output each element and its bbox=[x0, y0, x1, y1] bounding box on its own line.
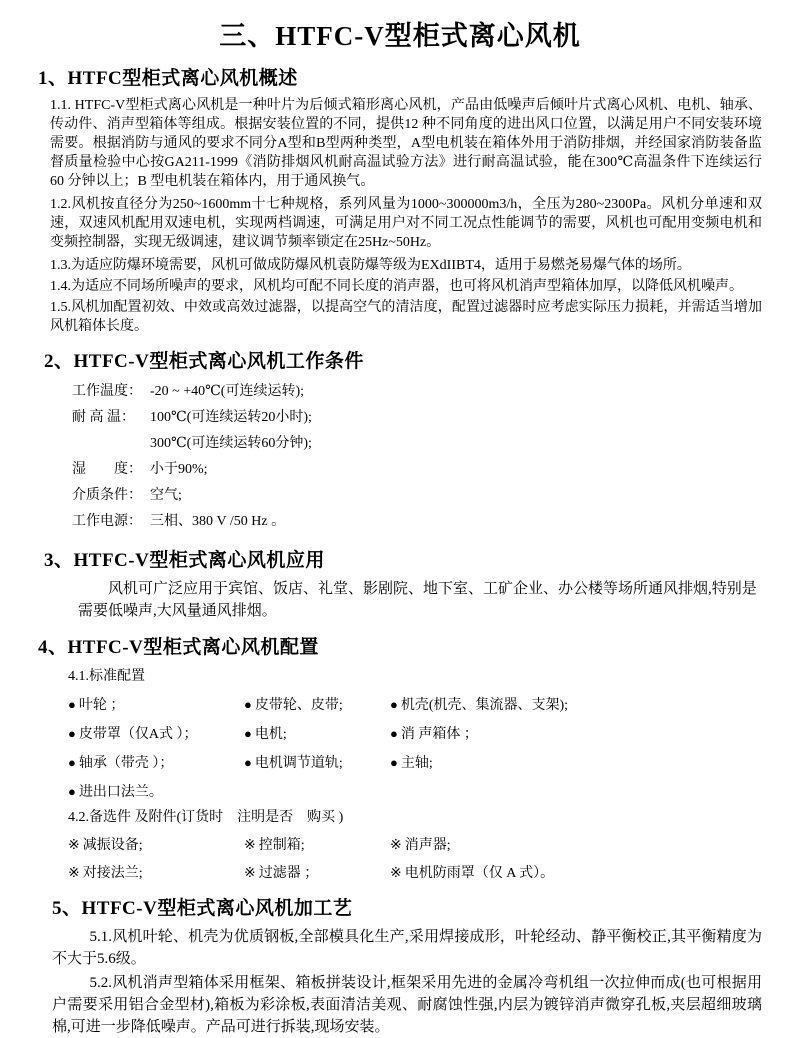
optional-config-item bbox=[68, 836, 244, 855]
standard-config-label: 叶轮 ； bbox=[78, 698, 125, 713]
optional-config-label: 对接法兰; bbox=[82, 866, 143, 881]
paragraph-3-1: 风机可广泛应用于宾馆、饭店、礼堂、影剧院、地下室、工矿企业、办公楼等场所通风排烟,特别是需要低噪声,大风量通风排烟。 bbox=[78, 581, 757, 619]
condition-row bbox=[72, 405, 762, 431]
reference-mark-icon: ※ bbox=[390, 838, 402, 853]
standard-config-item bbox=[68, 724, 244, 744]
optional-config-label: 控制箱; bbox=[258, 838, 305, 853]
standard-config-item bbox=[390, 753, 762, 773]
standard-config-label: 皮带轮、皮带; bbox=[254, 698, 343, 713]
paragraph-1-2: 1.2.风机按直径分为250~1600mm十七种规格，系列风量为1000~300000m3/h，全压为280~2300Pa。风机分单速和双速，双速风机配用双速电机，实现两档调速，可满足用户对不同工况点性能调节的需要，风机也可配用变频电机和变频控制器，实现无级调速，建议调节频率锁定在25Hz~50Hz。 bbox=[50, 197, 762, 250]
bullet-icon: ● bbox=[68, 726, 76, 741]
section-5-heading: 5、HTFC-V型柜式离心风机加工艺 bbox=[52, 898, 353, 919]
paragraph-1-1: 1.1. HTFC-V型柜式离心风机是一种叶片为后倾式箱形离心风机，产品由低噪声后倾叶片式离心风机、电机、轴承、传动件、消声型箱体等组成。根据安装位置的不同，提供12 种不同角度的进出风口位置，以满足用户不同安装环境需要。根据消防与通风的要求不同分A型和B型两种类型，A型电机装在箱体外用于消防排烟，并经国家消防装备监督质量检验中心按GA211-1999《消防排烟风机耐高温试验方法》进行耐高温试验，能在300℃高温条件下连续运行60 分钟以上；B 型电机装在箱体内，用于通风换气。 bbox=[50, 98, 762, 189]
optional-config-label: 过滤器 ； bbox=[258, 866, 319, 881]
standard-config-label: 电机调节道轨; bbox=[254, 756, 343, 771]
standard-config-label: 主轴; bbox=[400, 756, 433, 771]
condition-label: 工作电源： bbox=[72, 514, 142, 529]
standard-config-label: 消 声箱体 ； bbox=[400, 727, 478, 742]
standard-config-item bbox=[244, 724, 390, 744]
condition-row bbox=[72, 457, 762, 483]
bullet-icon: ● bbox=[390, 755, 398, 770]
bullet-icon: ● bbox=[68, 755, 76, 770]
bullet-icon: ● bbox=[244, 697, 252, 712]
paragraph-5-1: 5.1.风机叶轮、机壳为优质钢板,全部模具化生产,采用焊接成形，叶轮经动、静平衡校正,其平衡精度为不大于5.6级。 bbox=[52, 929, 762, 967]
condition-label: 湿 度： bbox=[72, 462, 142, 477]
condition-value: -20 ~ +40℃(可连续运转); bbox=[150, 384, 305, 399]
standard-config-label: 轴承（带壳 ）； bbox=[78, 756, 174, 771]
optional-config-label: 消声器; bbox=[404, 838, 451, 853]
subsection-4-2-heading: 4.2.备选件 及附件(订货时 注明是否 购买 ) bbox=[68, 810, 344, 825]
standard-config-item bbox=[68, 753, 244, 773]
condition-value: 三相、380 V /50 Hz 。 bbox=[150, 514, 286, 529]
optional-config-item bbox=[244, 836, 390, 855]
working-conditions-list bbox=[38, 379, 762, 535]
page-title: 三、HTFC-V型柜式离心风机 bbox=[219, 21, 581, 51]
standard-config-item bbox=[68, 782, 244, 802]
paragraph-1-4: 1.4.为适应不同场所噪声的要求，风机均可配不同长度的消声器，也可将风机消声型箱体加厚，以降低风机噪声。 bbox=[50, 279, 743, 294]
standard-config-label: 进出口法兰。 bbox=[78, 785, 163, 800]
optional-config-label: 减振设备; bbox=[82, 838, 143, 853]
bullet-icon: ● bbox=[390, 697, 398, 712]
condition-value: 空气; bbox=[150, 488, 182, 503]
standard-config-item bbox=[390, 724, 762, 744]
standard-config-grid bbox=[38, 695, 762, 802]
reference-mark-icon: ※ bbox=[68, 866, 80, 881]
paragraph-1-3: 1.3.为适应防爆环境需要，风机可做成防爆风机袁防爆等级为EXdIIBT4，适用于易燃尧易爆气体的场所。 bbox=[50, 258, 691, 273]
subsection-4-1-heading: 4.1.标准配置 bbox=[68, 669, 145, 684]
optional-config-item bbox=[68, 864, 244, 883]
condition-row bbox=[72, 379, 762, 405]
optional-config-item bbox=[390, 836, 762, 855]
paragraph-5-2: 5.2.风机消声型箱体采用框架、箱板拼装设计,框架采用先进的金属冷弯机组一次拉伸而成(也可根据用户需要采用铝合金型材),箱板为彩涂板,表面清洁美观、耐腐蚀性强,内层为镀锌消声微穿孔板,夹层超细玻璃棉,可进一步降低噪声。产品可进行拆装,现场安装。 bbox=[52, 975, 762, 1035]
reference-mark-icon: ※ bbox=[68, 838, 80, 853]
section-4-heading: 4、HTFC-V型柜式离心风机配置 bbox=[38, 637, 319, 658]
optional-config-grid bbox=[38, 836, 762, 883]
standard-config-item bbox=[244, 753, 390, 773]
section-2-heading: 2、HTFC-V型柜式离心风机工作条件 bbox=[44, 351, 364, 372]
condition-value: 小于90%; bbox=[150, 462, 208, 477]
section-1-heading: 1、HTFC型柜式离心风机概述 bbox=[38, 68, 298, 89]
bullet-icon: ● bbox=[68, 784, 76, 799]
condition-label: 工作温度： bbox=[72, 384, 142, 399]
condition-value: 300℃(可连续运转60分钟); bbox=[150, 436, 312, 451]
condition-value: 100℃(可连续运转20小时); bbox=[150, 410, 312, 425]
reference-mark-icon: ※ bbox=[244, 866, 256, 881]
reference-mark-icon: ※ bbox=[390, 866, 402, 881]
condition-label: 耐 高 温： bbox=[72, 410, 135, 425]
condition-row bbox=[72, 483, 762, 509]
standard-config-item bbox=[390, 695, 762, 715]
bullet-icon: ● bbox=[68, 697, 76, 712]
bullet-icon: ● bbox=[244, 726, 252, 741]
bullet-icon: ● bbox=[244, 755, 252, 770]
condition-label: 介质条件： bbox=[72, 488, 142, 503]
bullet-icon: ● bbox=[390, 726, 398, 741]
optional-config-item bbox=[390, 864, 762, 883]
reference-mark-icon: ※ bbox=[244, 838, 256, 853]
condition-label bbox=[72, 431, 150, 457]
optional-config-label: 电机防雨罩（仅 A 式）。 bbox=[404, 866, 555, 881]
optional-config-item bbox=[244, 864, 390, 883]
condition-row bbox=[72, 431, 762, 457]
standard-config-label: 机壳(机壳、集流器、支架); bbox=[400, 698, 569, 713]
condition-row bbox=[72, 509, 762, 535]
standard-config-label: 电机; bbox=[254, 727, 287, 742]
section-3-heading: 3、HTFC-V型柜式离心风机应用 bbox=[44, 550, 325, 571]
standard-config-label: 皮带罩（仅A式 ）； bbox=[78, 727, 198, 742]
standard-config-item bbox=[68, 695, 244, 715]
paragraph-1-5: 1.5.风机加配置初效、中效或高效过滤器，以提高空气的清洁度，配置过滤器时应考虑实际压力损耗，并需适当增加风机箱体长度。 bbox=[50, 300, 762, 334]
standard-config-item bbox=[244, 695, 390, 715]
